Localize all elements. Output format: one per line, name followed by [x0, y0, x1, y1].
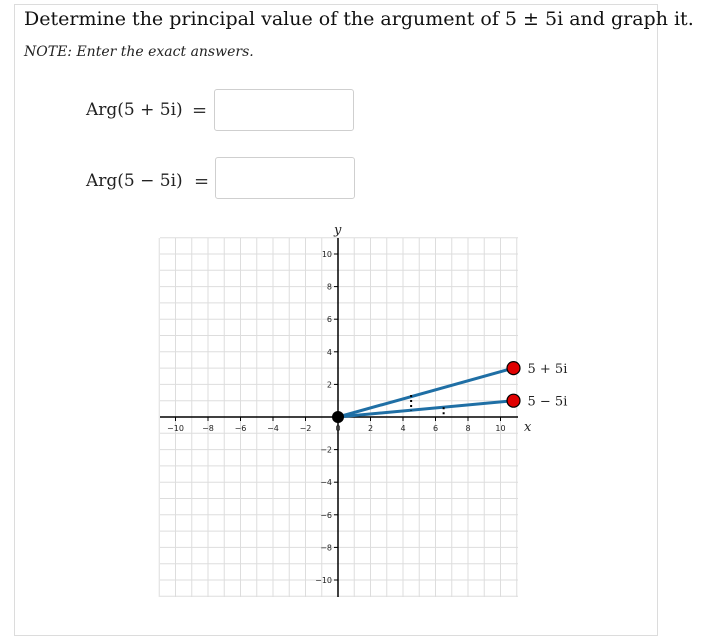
- answer-label-2: Arg(5 − 5i): [86, 171, 183, 191]
- x-axis-label: x: [524, 420, 532, 435]
- origin-point[interactable]: [332, 411, 344, 423]
- x-tick-label: −2: [299, 424, 312, 433]
- x-tick-label: 4: [400, 424, 406, 433]
- note-text: NOTE: Enter the exact answers.: [24, 44, 254, 60]
- y-axis-label: y: [334, 223, 342, 238]
- y-tick-label: 8: [326, 282, 332, 292]
- series-label: 5 − 5i: [527, 394, 568, 410]
- series-label: 5 + 5i: [527, 362, 568, 378]
- y-tick-label: −2: [320, 445, 332, 455]
- answer-label-1: Arg(5 + 5i): [86, 100, 183, 120]
- y-tick-label: 6: [326, 315, 332, 325]
- equals-sign-2: =: [194, 171, 210, 192]
- x-tick-label: 0: [335, 424, 341, 433]
- x-tick-label: 8: [465, 424, 471, 433]
- equals-sign-1: =: [192, 100, 208, 121]
- x-tick-label: 10: [495, 424, 506, 433]
- y-tick-label: 2: [326, 380, 332, 390]
- series-endpoint[interactable]: [507, 362, 520, 375]
- y-tick-label: 4: [326, 347, 332, 357]
- x-tick-label: −4: [267, 424, 279, 433]
- x-tick-label: 2: [367, 424, 374, 433]
- graph-series: [332, 362, 567, 423]
- question-text: Determine the principal value of the argument of 5 ± 5i and graph it.: [24, 8, 694, 30]
- y-tick-label: −10: [315, 576, 332, 585]
- x-tick-label: 6: [432, 424, 439, 433]
- y-tick-label: −6: [320, 510, 332, 520]
- x-tick-label: −8: [202, 424, 214, 433]
- y-tick-label: 10: [321, 250, 332, 259]
- y-tick-label: −4: [320, 478, 332, 488]
- x-tick-label: −6: [234, 424, 247, 433]
- y-tick-label: −8: [320, 543, 332, 553]
- series-endpoint[interactable]: [507, 394, 520, 407]
- x-tick-label: −10: [167, 424, 184, 433]
